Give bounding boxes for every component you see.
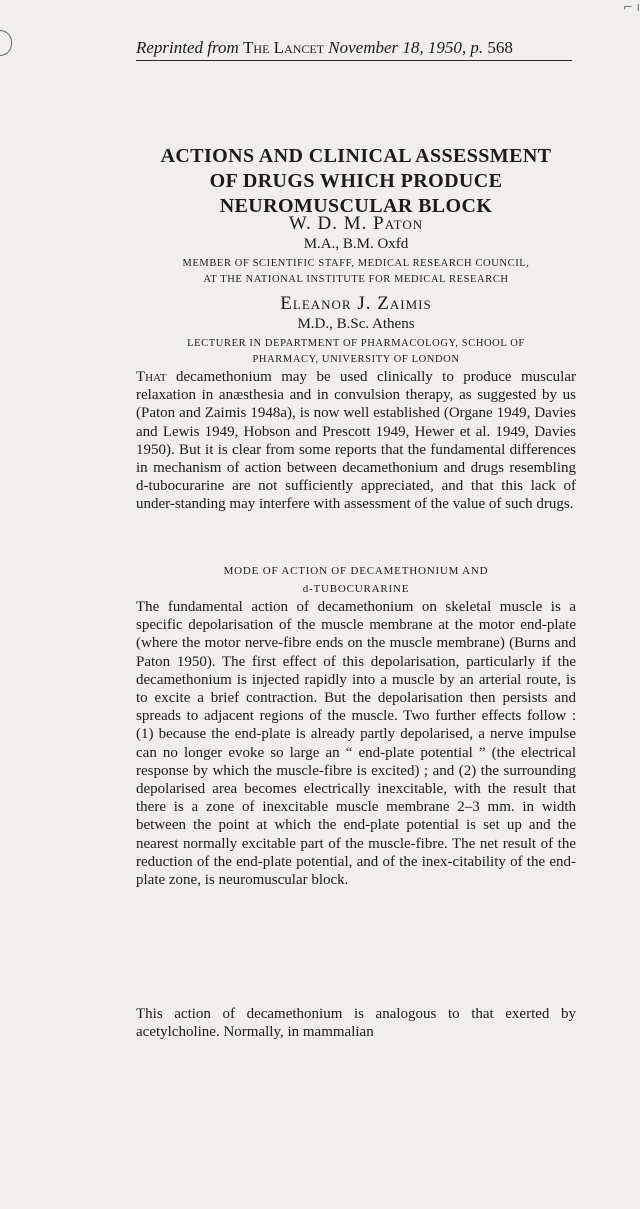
article-title — [136, 144, 576, 219]
body-paragraph-2 — [136, 598, 576, 889]
affiliation-2-line-2: PHARMACY, UNIVERSITY OF LONDON — [252, 354, 460, 365]
title-line-3: NEUROMUSCULAR BLOCK — [219, 195, 493, 217]
header-rule — [136, 60, 572, 61]
author-degrees-2: M.D., B.Sc. Athens — [297, 316, 415, 332]
paragraph-1-lead-word: That — [136, 369, 167, 385]
author-name-1: W. D. M. Paton — [288, 213, 424, 234]
page-number: 568 — [487, 38, 513, 57]
corner-mark: ⌐ ı — [622, 0, 640, 14]
page-label: p. — [470, 38, 484, 57]
author-affiliation-1 — [136, 256, 576, 288]
journal-name: The Lancet — [243, 38, 325, 57]
section-heading-line-1: MODE OF ACTION OF DECAMETHONIUM AND — [223, 565, 489, 577]
affiliation-1-line-2: AT THE NATIONAL INSTITUTE FOR MEDICAL RESEARCH — [203, 274, 509, 285]
author-name-2: Eleanor J. Zaimis — [280, 293, 432, 314]
reprint-header — [136, 38, 576, 58]
author-affiliation-2 — [136, 336, 576, 368]
section-heading-line-2: d-TUBOCURARINE — [302, 583, 410, 595]
section-heading — [136, 562, 576, 598]
affiliation-2-line-1: LECTURER IN DEPARTMENT OF PHARMACOLOGY, SCHOOL OF — [187, 338, 525, 349]
title-line-1: ACTIONS AND CLINICAL ASSESSMENT — [160, 145, 552, 167]
punch-hole-mark — [0, 30, 12, 56]
paragraph-2-text: The fundamental action of decamethonium on skeletal muscle is a specific depolarisation of the muscle membrane at the motor end-plate (where the motor nerve-fibre ends on the muscle membrane) (Burns and Paton 1950). The first effect of this depolarisation, particularly if the decamethonium is injected rapidly into a muscle by an arterial route, is to excite a brief contraction. But the depolarisation then persists and spreads to adjacent regions of the muscle. Two further effects follow : (1) because the end-plate is already partly depolarised, a nerve impulse can no longer evoke so large an “ end-plate potential ” (the electrical response by which the muscle-fibre is excited) ; and (2) the surrounding depolarised area becomes electrically inexcitable, with the result that there is a zone of inexcitable muscle membrane 2–3 mm. in width between the point at which the end-plate potential is set up and the nearest normally excitable part of the muscle-fibre. The net result of the reduction of the end-plate potential, and of the inex-citability of the end-plate zone, is neuromuscular block. — [136, 599, 576, 889]
body-paragraph-1 — [136, 368, 576, 514]
author-degrees-1: M.A., B.M. Oxfd — [303, 236, 409, 252]
paragraph-3-text: This action of decamethonium is analogous to that exerted by acetylcholine. Normally, in mammalian — [136, 1006, 576, 1041]
publication-date: November 18, 1950, — [328, 38, 467, 57]
paragraph-1-text: decamethonium may be used clinically to produce muscular relaxation in anæsthesia and in convulsion therapy, as suggested by us (Paton and Zaimis 1948a), is now well established (Organe 1949, Davies and Lewis 1949, Hobson and Prescott 1949, Hewer et al. 1949, Davies 1950). But it is clear from some reports that the fundamental differences in mechanism of action between decamethonium and drugs resembling d-tubocurarine are not sufficiently appreciated, and that this lack of under-standing may interfere with assessment of the value of such drugs. — [136, 369, 576, 513]
body-paragraph-3 — [136, 1005, 576, 1041]
affiliation-1-line-1: MEMBER OF SCIENTIFIC STAFF, MEDICAL RESEARCH COUNCIL, — [182, 258, 530, 269]
reprinted-from-label: Reprinted from — [136, 38, 239, 57]
title-line-2: OF DRUGS WHICH PRODUCE — [209, 170, 503, 192]
